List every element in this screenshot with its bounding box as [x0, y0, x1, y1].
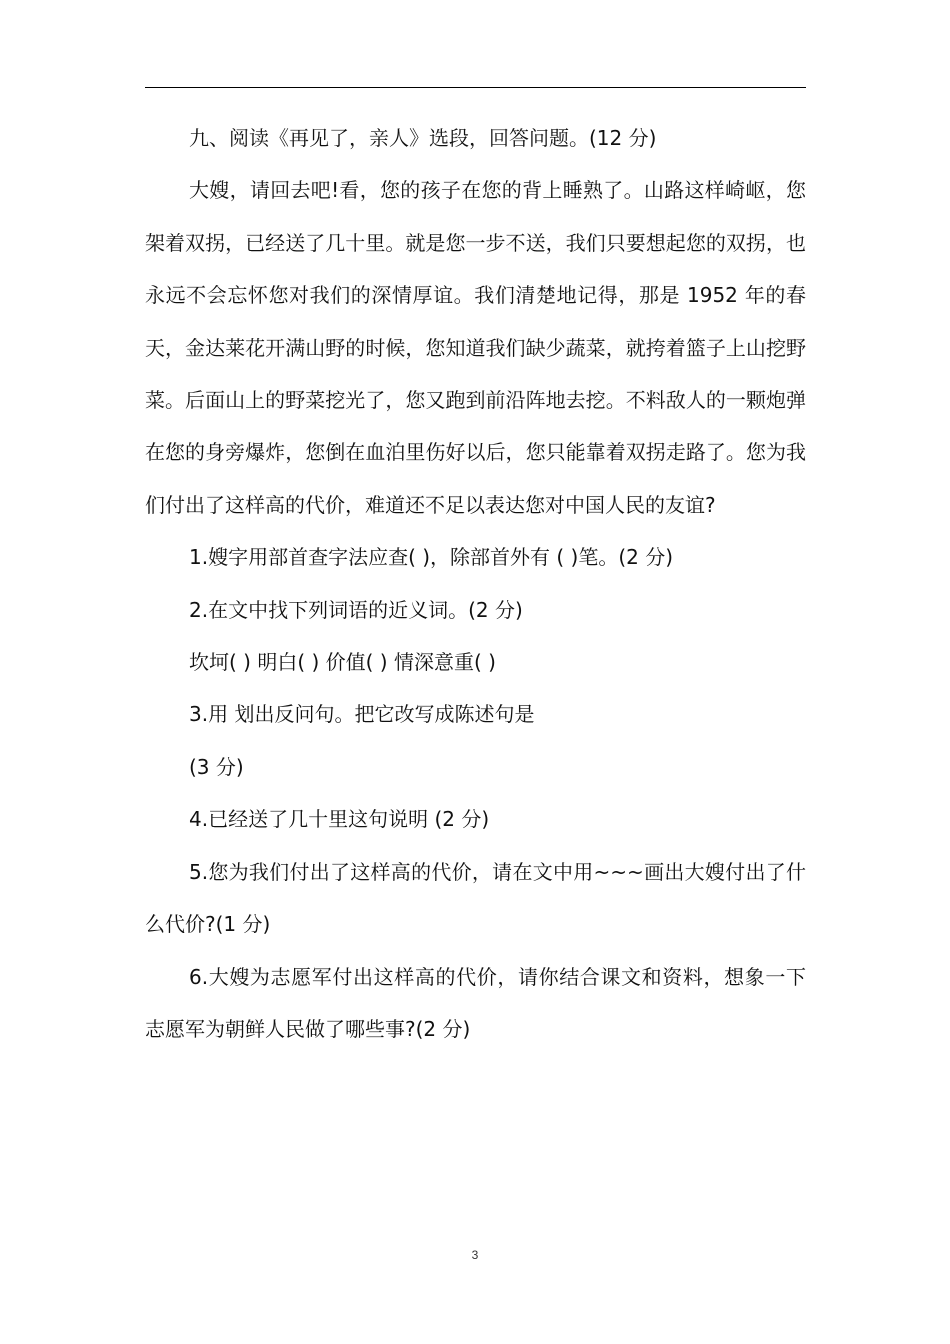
document-body [145, 112, 806, 1055]
question-6: 6.大嫂为志愿军付出这样高的代价，请你结合课文和资料，想象一下志愿军为朝鲜人民做了哪些事?(2 分) [145, 964, 806, 1041]
question-5: 5.您为我们付出了这样高的代价，请在文中用~~~画出大嫂付出了什么代价?(1 分) [145, 859, 806, 937]
question-2: 2.在文中找下列词语的近义词。(2 分) [189, 597, 523, 622]
question-3-score: (3 分) [189, 754, 244, 779]
question-2-words: 坎坷( ) 明白( ) 价值( ) 情深意重( ) [189, 650, 496, 675]
header-rule [145, 87, 806, 88]
question-1: 1.嫂字用部首查字法应查( )，除部首外有 ( )笔。(2 分) [189, 545, 674, 570]
section-heading: 九、阅读《再见了，亲人》选段，回答问题。(12 分) [189, 126, 657, 150]
question-4: 4.已经送了几十里这句说明 (2 分) [189, 807, 490, 832]
reading-passage: 大嫂，请回去吧!看，您的孩子在您的背上睡熟了。山路这样崎岖，您架着双拐，已经送了几十里。就是您一步不送，我们只要想起您的双拐，也永远不会忘怀您对我们的深情厚谊。我们清楚地记得，那是 1952 年的春天，金达莱花开满山野的时候，您知道我们缺少蔬菜，就挎着篮子上山挖野菜。后面山上的野菜挖光了，您又跑到前沿阵地去挖。不料敌人的一颗炮弹在您的身旁爆炸，您倒在血泊里伤好以后，您只能靠着双拐走路了。您为我们付出了这样高的代价，难道还不足以表达您对中国人民的友谊? [145, 178, 806, 517]
page-number: 3 [471, 1248, 479, 1262]
question-3: 3.用 划出反问句。把它改写成陈述句是 [189, 702, 535, 727]
